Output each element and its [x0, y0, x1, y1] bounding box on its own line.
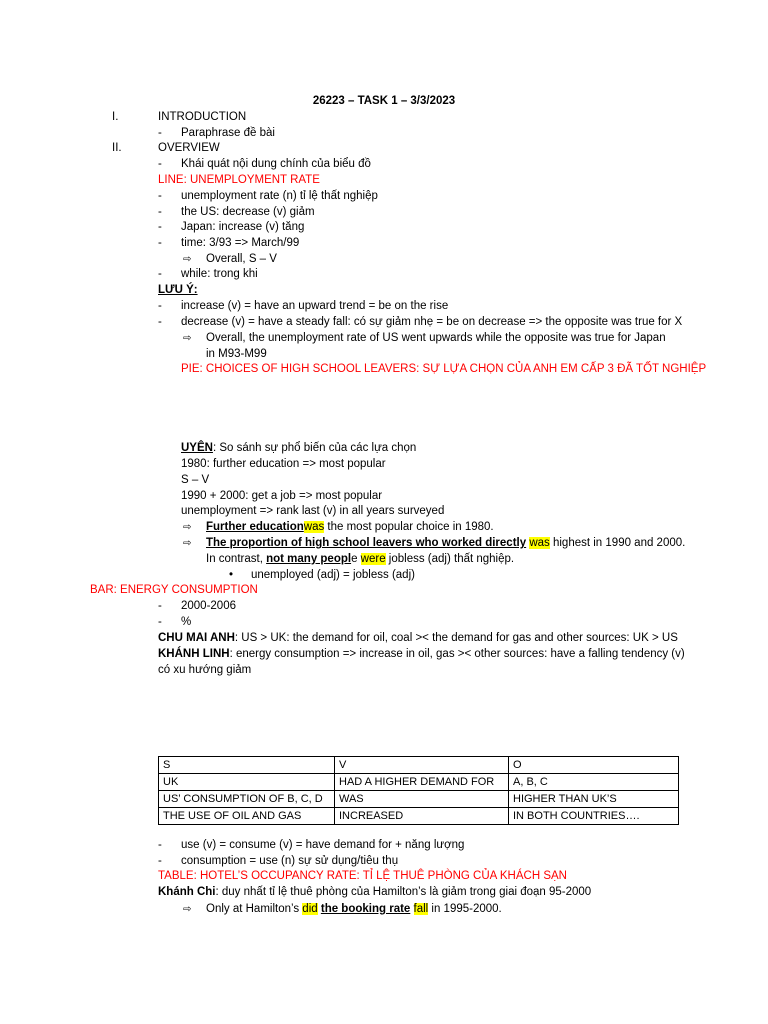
list-item: decrease (v) = have a steady fall: có sự giảm nhẹ = be on decrease => the opposite was true for X [181, 316, 683, 328]
list-dash: - [158, 206, 162, 218]
example-sentence [206, 902, 502, 918]
sub-item: Overall, S – V [206, 253, 277, 265]
list-item: 2000-2006 [181, 600, 236, 612]
verb-highlight: was [529, 537, 550, 549]
subject-phrase: The proportion of high school leavers who worked directly [206, 537, 527, 549]
document-title: 26223 – TASK 1 – 3/3/2023 [312, 95, 456, 107]
table-cell: O [509, 757, 679, 774]
table-row [159, 808, 679, 825]
list-dash: - [158, 600, 162, 612]
student-name: Khánh Chi [158, 886, 216, 898]
sentence-rest: the most popular choice in 1980. [324, 521, 494, 533]
table-cell: IN BOTH COUNTRIES…. [509, 808, 679, 825]
arrow-icon: ⇨ [183, 333, 192, 344]
list-dash: - [158, 127, 162, 139]
list-item: the US: decrease (v) giảm [181, 206, 315, 218]
list-item: increase (v) = have an upward trend = be on the rise [181, 300, 449, 312]
section-heading: INTRODUCTION [158, 111, 247, 123]
overview-sentence: Overall, the unemployment rate of US went upwards while the opposite was true for Japan [206, 332, 666, 344]
example-sentence [206, 536, 685, 552]
sentence-part: e [351, 553, 361, 565]
note-label: LƯU Ý: [158, 284, 198, 296]
list-dash: - [158, 300, 162, 312]
table-heading [158, 869, 567, 885]
list-item: use (v) = consume (v) = have demand for + năng lượng [181, 839, 465, 851]
table-cell: INCREASED [335, 808, 509, 825]
student-comment: : So sánh sự phổ biến của các lựa chọn [212, 442, 417, 454]
table-row [159, 757, 679, 774]
bullet-item: unemployed (adj) = jobless (adj) [251, 569, 415, 581]
student-comment: : energy consumption => increase in oil, gas >< other sources: have a falling tendency (v) [229, 648, 685, 660]
arrow-icon: ⇨ [183, 904, 192, 915]
subject-phrase: the booking rate [320, 903, 411, 915]
verb-highlight: fall [413, 903, 429, 915]
list-item: unemployment rate (n) tỉ lệ thất nghiệp [181, 190, 378, 202]
example-sentence [206, 552, 514, 568]
table-cell: HAD A HIGHER DEMAND FOR [335, 774, 509, 791]
student-name: UYÊN [181, 442, 213, 454]
list-dash: - [158, 221, 162, 233]
khanh-linh-line-cont: có xu hướng giảm [158, 664, 252, 676]
subject-phrase: Further education [206, 521, 304, 533]
note-line: 1990 + 2000: get a job => most popular [181, 490, 383, 502]
sentence-rest: jobless (adj) thất nghiệp. [385, 553, 515, 565]
section-numeral: II. [112, 142, 122, 154]
sentence-start: In contrast, [206, 553, 267, 565]
aux-highlight: did [302, 903, 318, 915]
sentence-rest: in 1995-2000. [428, 903, 502, 915]
arrow-icon: ⇨ [183, 254, 192, 265]
bar-heading: BAR: ENERGY CONSUMPTION [90, 584, 258, 596]
table-cell: UK [159, 774, 335, 791]
table-cell: HIGHER THAN UK’S [509, 791, 679, 808]
student-comment: : duy nhất tỉ lệ thuê phòng của Hamilton’s là giảm trong giai đoạn 95-2000 [215, 886, 592, 898]
khanh-chi-line [158, 885, 591, 901]
bullet-icon: • [229, 569, 234, 581]
list-dash: - [158, 237, 162, 249]
student-name: KHÁNH LINH [158, 648, 230, 660]
arrow-icon: ⇨ [183, 538, 192, 549]
line-heading: LINE: UNEMPLOYMENT RATE [158, 174, 320, 186]
table-cell: S [159, 757, 335, 774]
svo-table [158, 756, 679, 825]
overview-sentence-cont: in M93-M99 [206, 348, 267, 360]
table-cell: WAS [335, 791, 509, 808]
sentence-start: Only at Hamilton’s [206, 903, 303, 915]
list-dash: - [158, 190, 162, 202]
table-cell: V [335, 757, 509, 774]
verb-highlight: were [360, 553, 386, 565]
example-sentence [206, 520, 494, 536]
student-comment: : US > UK: the demand for oil, coal >< the demand for gas and other sources: UK > US [234, 632, 678, 644]
table-heading-text: TABLE: HOTEL’S OCCUPANCY RATE: TỈ LỆ THUÊ PHÒNG CỦA KHÁCH SẠN [158, 870, 567, 882]
list-dash: - [158, 268, 162, 280]
student-name: CHU MAI ANH [158, 632, 235, 644]
section-numeral: I. [112, 111, 119, 123]
list-dash: - [158, 616, 162, 628]
list-item: Japan: increase (v) tăng [181, 221, 305, 233]
list-dash: - [158, 158, 162, 170]
arrow-icon: ⇨ [183, 522, 192, 533]
table-row [159, 791, 679, 808]
sentence-rest: highest in 1990 and 2000. [549, 537, 686, 549]
list-item: consumption = use (n) sự sử dụng/tiêu thụ [181, 855, 399, 867]
list-item: % [181, 616, 192, 628]
note-line: 1980: further education => most popular [181, 458, 386, 470]
table-cell: THE USE OF OIL AND GAS [159, 808, 335, 825]
list-item: Paraphrase đề bài [181, 127, 275, 139]
list-dash: - [158, 316, 162, 328]
list-item: Khái quát nội dung chính của biểu đồ [181, 158, 371, 170]
section-heading: OVERVIEW [158, 142, 220, 154]
table-row [159, 774, 679, 791]
subject-phrase: not many peopl [266, 553, 352, 565]
note-line: unemployment => rank last (v) in all years surveyed [181, 505, 445, 517]
table-cell: A, B, C [509, 774, 679, 791]
list-item: time: 3/93 => March/99 [181, 237, 300, 249]
pie-heading: PIE: CHOICES OF HIGH SCHOOL LEAVERS: SỰ LỰA CHỌN CỦA ANH EM CẤP 3 ĐÃ TỐT NGHIỆP [181, 363, 707, 375]
list-dash: - [158, 855, 162, 867]
uyen-line [181, 441, 416, 457]
verb-highlight: was [303, 521, 325, 533]
list-dash: - [158, 839, 162, 851]
table-cell: US’ CONSUMPTION OF B, C, D [159, 791, 335, 808]
list-item: while: trong khi [181, 268, 258, 280]
note-line: S – V [181, 474, 210, 486]
khanh-linh-line [158, 647, 685, 663]
chu-line [158, 631, 678, 647]
